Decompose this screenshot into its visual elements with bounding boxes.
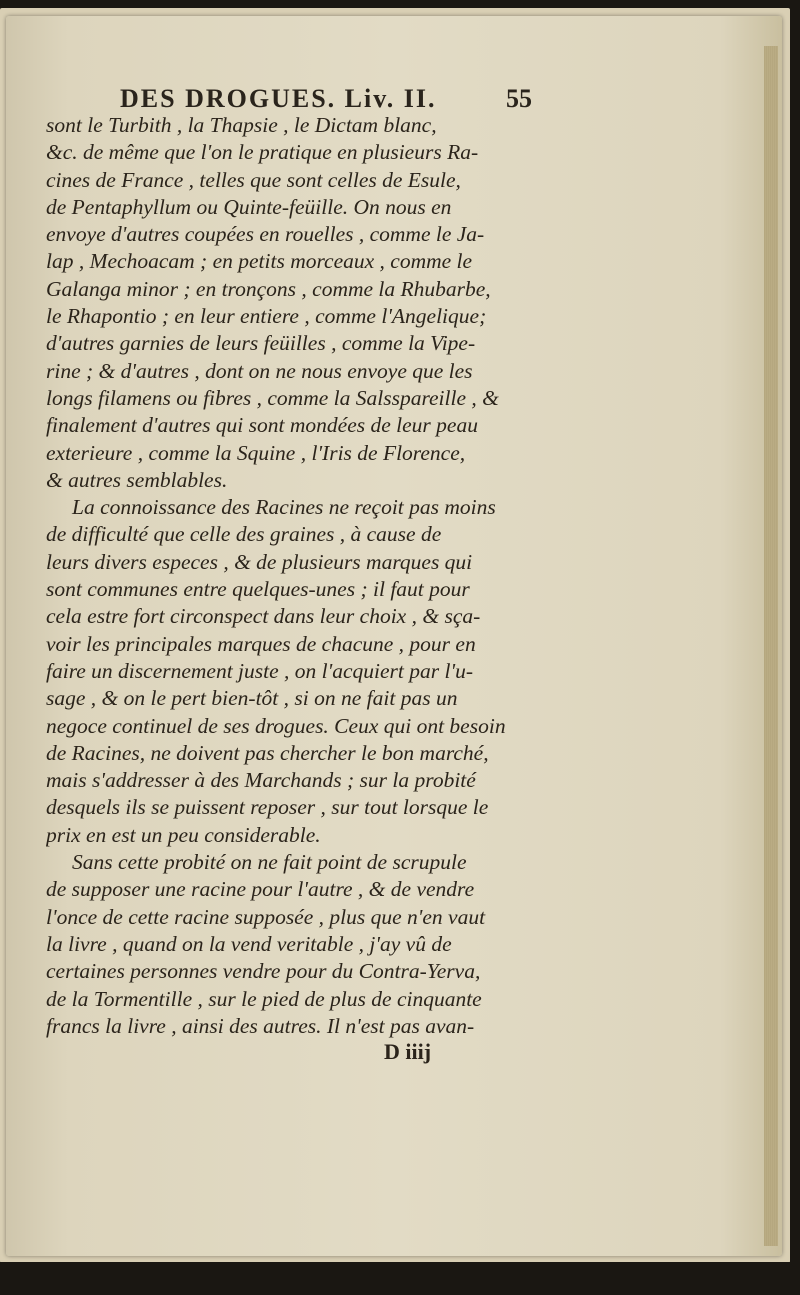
text-line: de Pentaphyllum ou Quinte-feüille. On nous en xyxy=(46,194,452,219)
text-line: de la Tormentille , sur le pied de plus de cinquante xyxy=(46,986,482,1011)
text-line: la livre , quand on la vend veritable , j'ay vû de xyxy=(46,931,452,956)
text-line: &c. de même que l'on le pratique en plusieurs Ra- xyxy=(46,140,479,165)
text-line: de supposer une racine pour l'autre , & de vendre xyxy=(46,877,475,902)
text-line: de Racines, ne doivent pas chercher le bon marché, xyxy=(46,740,489,765)
text-line: d'autres garnies de leurs feüilles , comme la Vipe- xyxy=(46,331,476,356)
text-line: lap , Mechoacam ; en petits morceaux , comme le xyxy=(46,249,473,274)
text-line: cela estre fort circonspect dans leur choix , & sça- xyxy=(46,604,481,629)
text-line: exterieure , comme la Squine , l'Iris de Florence, xyxy=(46,440,466,465)
text-line: finalement d'autres qui sont mondées de leur peau xyxy=(46,413,478,438)
text-line: La connoissance des Racines ne reçoit pas moins xyxy=(72,495,496,520)
text-line: longs filamens ou fibres , comme la Salsspareille , & xyxy=(46,385,499,410)
page-number: 55 xyxy=(506,84,532,113)
text-line: negoce continuel de ses drogues. Ceux qui ont besoin xyxy=(46,713,506,738)
text-line: mais s'addresser à des Marchands ; sur la probité xyxy=(46,768,476,793)
text-line: voir les principales marques de chacune , pour en xyxy=(46,631,476,656)
text-line: envoye d'autres coupées en rouelles , comme le Ja- xyxy=(46,222,485,247)
text-line: cines de France , telles que sont celles de Esule, xyxy=(46,167,461,192)
signature-mark: D iiij xyxy=(384,1039,432,1064)
text-body xyxy=(46,112,746,1040)
text-line: faire un discernement juste , on l'acquiert par l'u- xyxy=(46,658,473,683)
text-line: de difficulté que celle des graines , à cause de xyxy=(46,522,442,547)
text-line: sont communes entre quelques-unes ; il faut pour xyxy=(46,577,470,602)
background-shadow xyxy=(0,1262,800,1295)
text-line: leurs divers especes , & de plusieurs marques qui xyxy=(46,549,473,574)
text-line: rine ; & d'autres , dont on ne nous envoye que les xyxy=(46,358,473,383)
text-line: & autres semblables. xyxy=(46,467,228,492)
text-line: prix en est un peu considerable. xyxy=(46,822,321,847)
page-edges xyxy=(764,46,778,1246)
text-line: desquels ils se puissent reposer , sur tout lorsque le xyxy=(46,795,489,820)
text-line: Galanga minor ; en tronçons , comme la Rhubarbe, xyxy=(46,276,491,301)
text-line: sont le Turbith , la Thapsie , le Dictam blanc, xyxy=(46,113,437,137)
text-line: le Rhapontio ; en leur entiere , comme l'Angelique; xyxy=(46,304,487,329)
text-line: Sans cette probité on ne fait point de scrupule xyxy=(72,850,467,875)
text-line: sage , & on le pert bien-tôt , si on ne fait pas un xyxy=(46,686,458,711)
text-line: certaines personnes vendre pour du Contra-Yerva, xyxy=(46,959,481,984)
running-title: DES DROGUES. Liv. II. xyxy=(120,84,437,113)
text-line: francs la livre , ainsi des autres. Il n'est pas avan- xyxy=(46,1013,475,1038)
text-line: l'once de cette racine supposée , plus que n'en vaut xyxy=(46,904,486,929)
